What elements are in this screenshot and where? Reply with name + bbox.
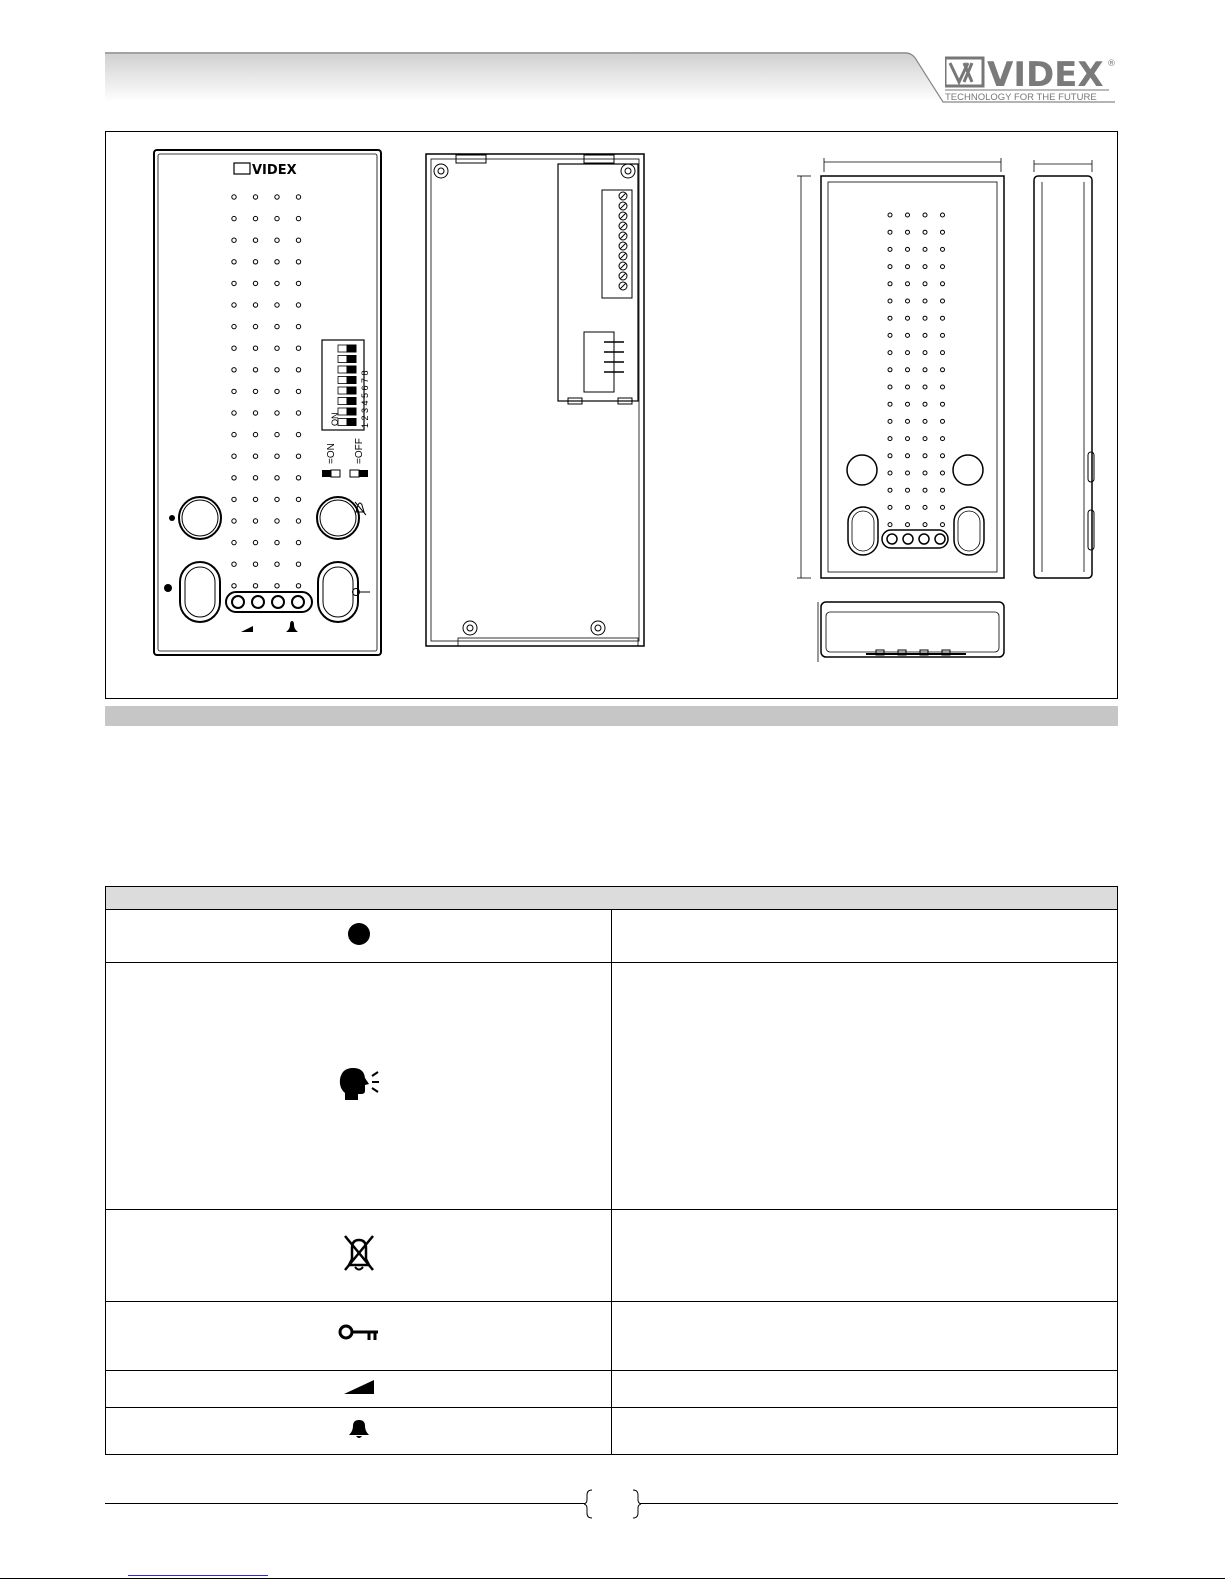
icon-cell (106, 1408, 612, 1455)
table-row (106, 1302, 1118, 1371)
figure-caption-bar (105, 706, 1118, 726)
table-header-row (106, 887, 1118, 910)
key-icon (338, 1323, 380, 1345)
button-legend-table (105, 886, 1118, 1455)
table-row (106, 963, 1118, 1210)
icon-cell (106, 963, 612, 1210)
registered-mark: ® (1107, 59, 1116, 69)
volume-wedge-icon (343, 1379, 375, 1395)
dimension-front-drawing (797, 158, 1004, 578)
description-cell (612, 1371, 1118, 1408)
speaking-head-icon (337, 1066, 381, 1102)
bottom-view-drawing (818, 602, 1004, 662)
product-drawing-figure (105, 131, 1118, 699)
drawings-svg (106, 132, 1117, 698)
table-row (106, 910, 1118, 963)
link-underline[interactable] (128, 1575, 268, 1576)
brand-tagline: TECHNOLOGY FOR THE FUTURE (945, 92, 1097, 103)
right-speaker-grille (888, 213, 945, 527)
side-view-drawing (1034, 160, 1094, 578)
icon-cell (106, 910, 612, 963)
front-view-drawing (154, 150, 381, 655)
back-view-drawing (426, 154, 644, 646)
dip-on-legend: =ON (326, 443, 337, 464)
dip-numbers: 1 2 3 4 5 6 7 8 (360, 370, 370, 428)
description-cell (612, 1302, 1118, 1371)
dip-off-legend: =OFF (354, 438, 365, 464)
dip-on-label: ON (330, 412, 340, 426)
front-speaker-grille (232, 195, 301, 588)
icon-cell (106, 1210, 612, 1302)
videx-logo (945, 54, 1120, 104)
bell-icon (347, 1418, 371, 1440)
table-row (106, 1371, 1118, 1408)
description-cell (612, 1210, 1118, 1302)
black-dot-icon (346, 921, 372, 947)
description-cell (612, 910, 1118, 963)
table-row (106, 1408, 1118, 1455)
table-row (106, 1210, 1118, 1302)
front-logo: VIDEX (252, 163, 297, 178)
brand-name: VIDEX (987, 55, 1104, 95)
table-header-cell (106, 887, 1118, 910)
icon-cell (106, 1302, 612, 1371)
footer-rule-left (105, 1503, 585, 1504)
footer-rule-right (640, 1503, 1118, 1504)
description-cell (612, 1408, 1118, 1455)
bottom-page-rule (0, 1578, 1225, 1579)
page-number-bracket (584, 1489, 641, 1519)
description-cell (612, 963, 1118, 1210)
icon-cell (106, 1371, 612, 1408)
crossed-bell-icon (342, 1233, 376, 1273)
